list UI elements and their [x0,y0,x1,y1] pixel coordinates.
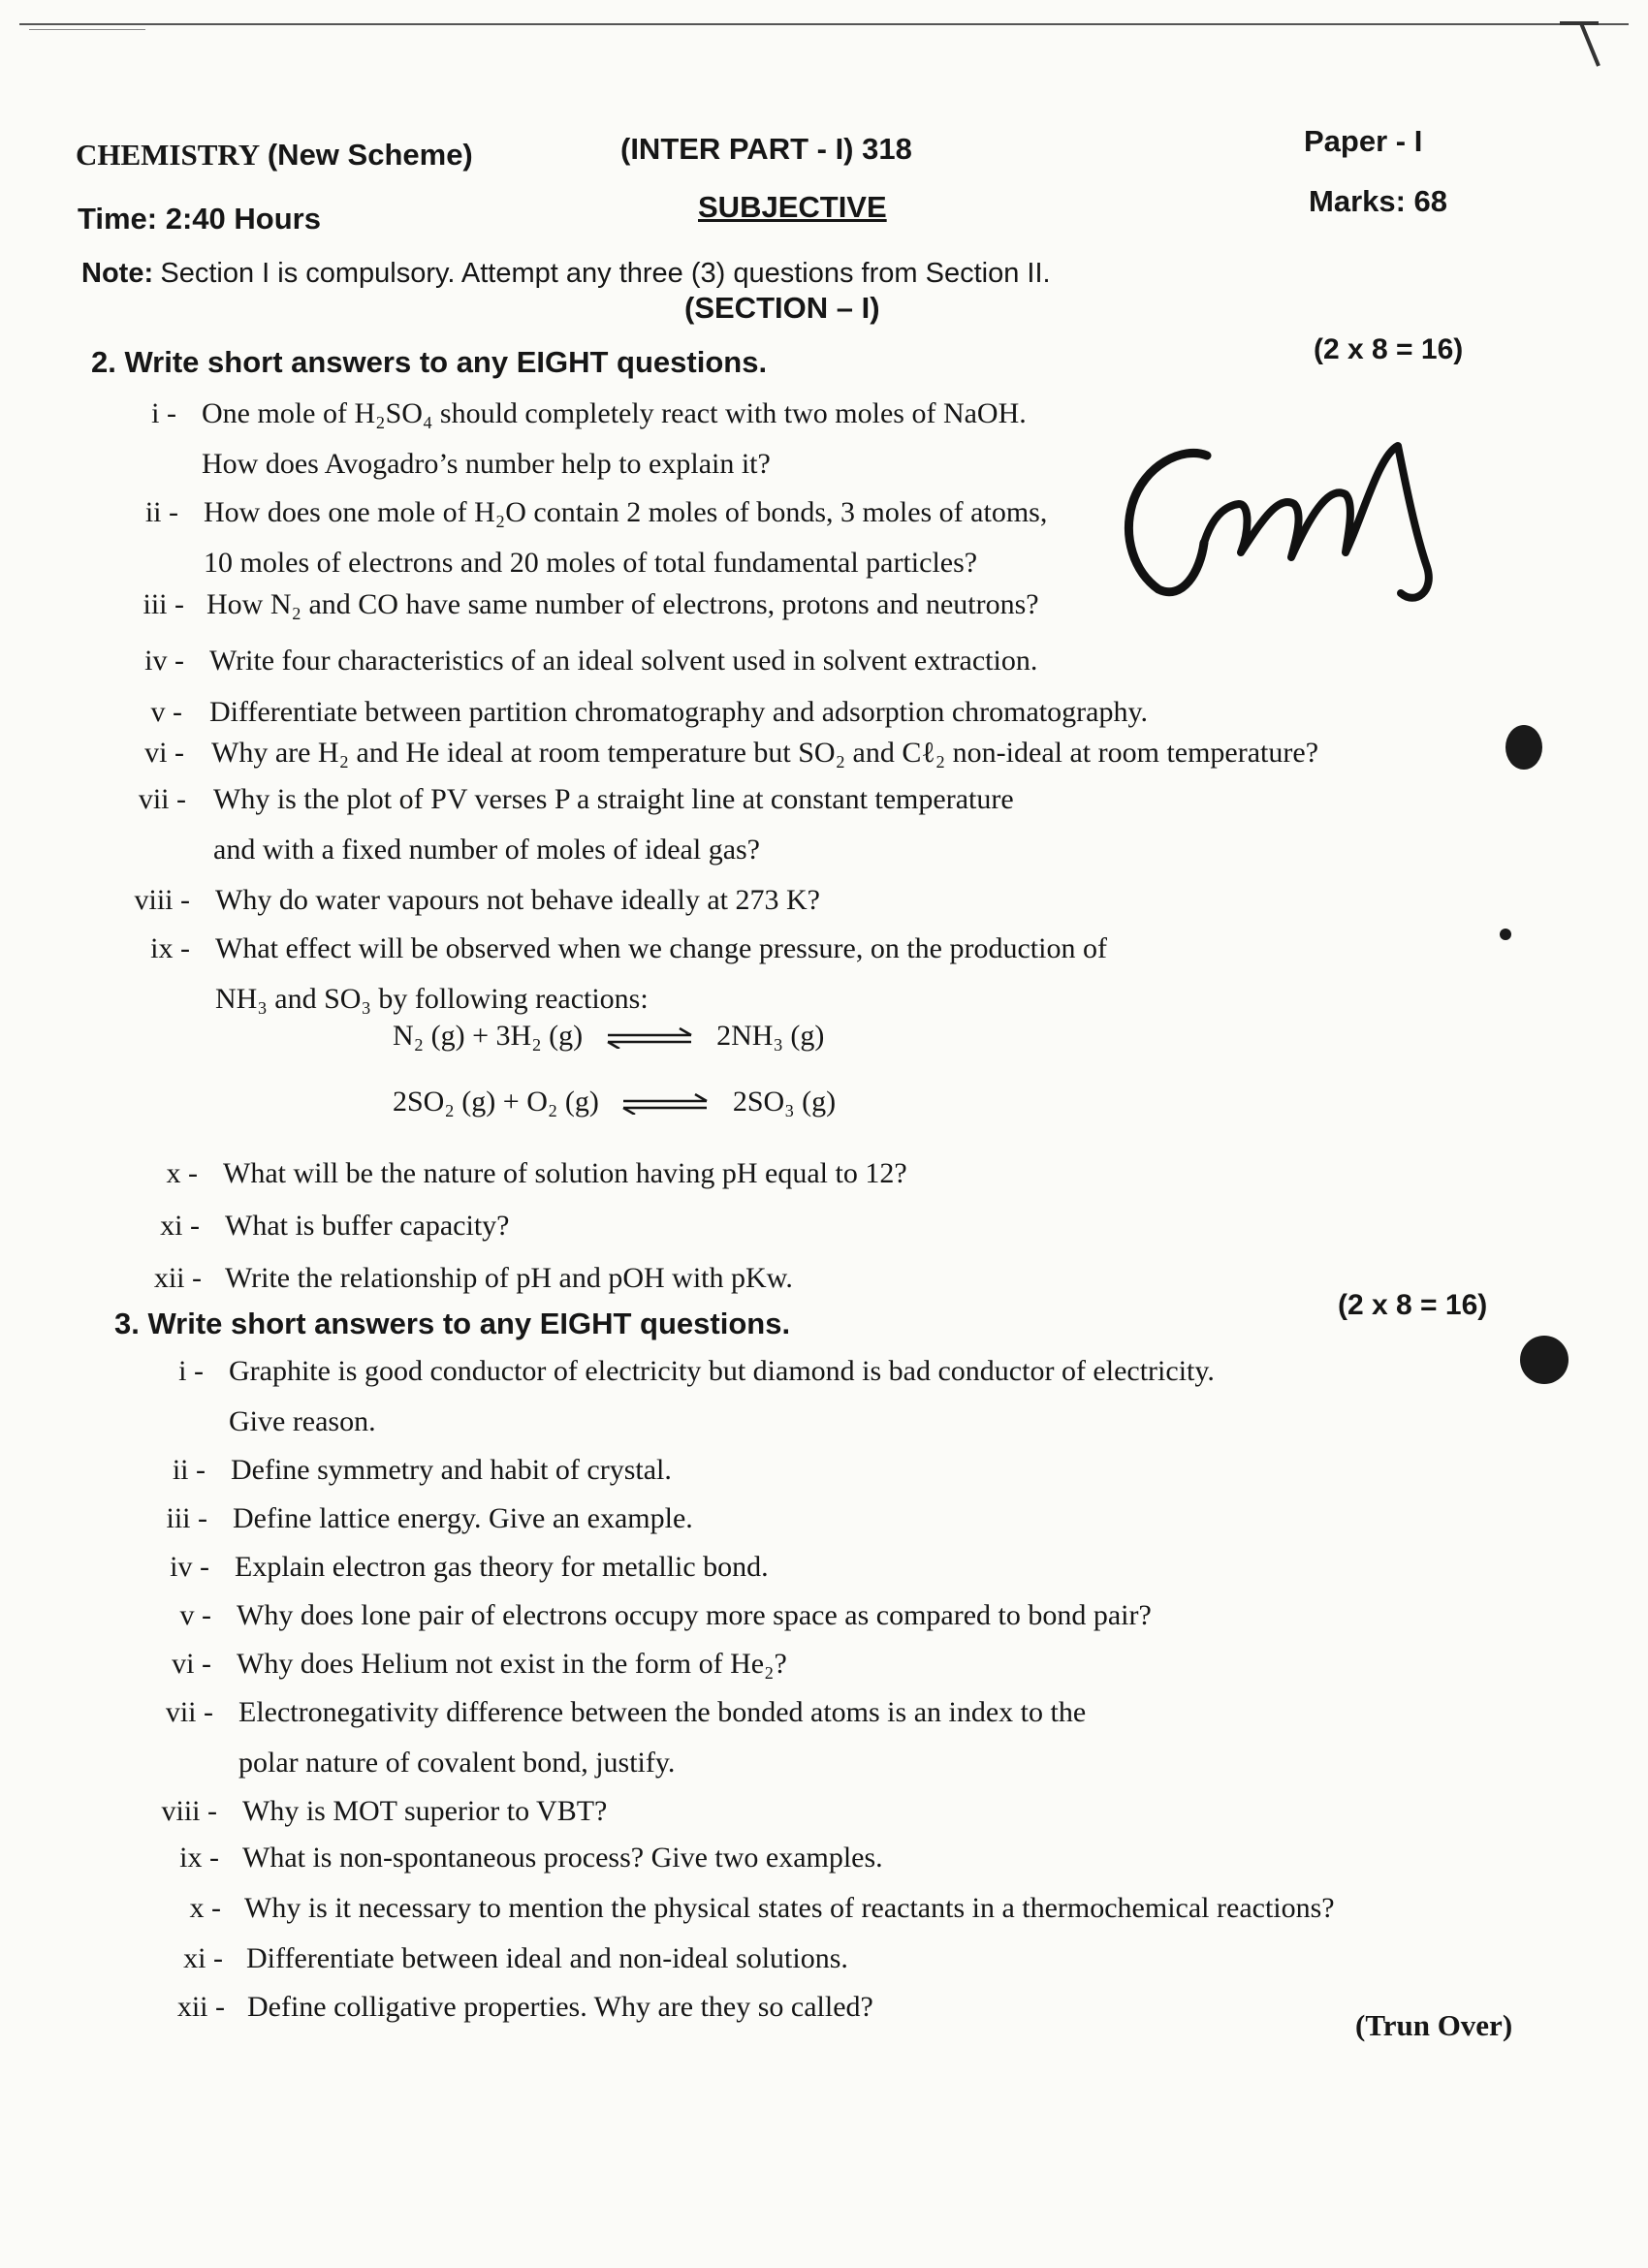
question-text: Graphite is good conductor of electricity but diamond is bad conductor of electricity. [229,1355,1215,1387]
marks-label: Marks: 68 [1309,184,1448,218]
question-text: Why do water vapours not behave ideally at 273 K? [215,884,820,916]
exam-part: (INTER PART - I) 318 [620,132,912,166]
question-text: Define symmetry and habit of crystal. [231,1454,672,1486]
question-text: How does one mole of H₂O contain 2 moles of bonds, 3 moles of atoms, [204,496,1048,528]
equation-1-reactants: N₂ (g) + 3H₂ (g) [393,1020,584,1052]
paper-type: SUBJECTIVE [698,190,887,224]
question-number: xii - [153,1262,202,1294]
question-text: NH₃ and SO₃ by following reactions: [215,983,649,1015]
question-text: What will be the nature of solution having pH equal to 12? [223,1157,907,1189]
scheme-label: (New Scheme) [267,138,473,172]
question-text: Give reason. [229,1405,376,1437]
question-number: iv - [144,645,184,677]
q2-marks: (2 x 8 = 16) [1314,333,1464,365]
question-text: Explain electron gas theory for metallic bond. [235,1551,769,1583]
equilibrium-arrow-icon [604,1027,696,1049]
question-text: What effect will be observed when we change pressure, on the production of [215,932,1107,964]
question-number: i - [178,1355,204,1387]
question-number: vi - [144,737,184,769]
question-text: and with a fixed number of moles of ideal gas? [213,834,760,866]
section-title: (SECTION – I) [684,291,880,325]
equilibrium-arrow-icon [619,1093,712,1115]
equation-2-products: 2SO₃ (g) [732,1086,837,1118]
question-number: i - [151,397,176,429]
subject-title [76,138,473,173]
question-text: 10 moles of electrons and 20 moles of total fundamental particles? [204,547,978,579]
ink-blot [1520,1336,1569,1384]
time-label: Time: 2:40 Hours [78,202,321,236]
question-text: One mole of H₂SO₄ should completely react with two moles of NaOH. [202,397,1027,429]
question-number: xi - [183,1942,223,1974]
question-number: vii - [165,1696,213,1728]
question-number: x - [166,1157,198,1189]
question-number: ix - [179,1842,219,1874]
question-number: viii - [134,884,190,916]
question-number: xii - [176,1991,225,2023]
question-text: polar nature of covalent bond, justify. [238,1747,676,1779]
q2-heading: 2. Write short answers to any EIGHT questions. [91,345,768,379]
question-text: Why does Helium not exist in the form of He₂? [237,1648,787,1680]
question-number: iii - [166,1502,207,1534]
paper-number: Paper - I [1304,124,1423,158]
top-border-mark [29,29,145,30]
question-text: What is non-spontaneous process? Give two examples. [242,1842,883,1874]
equation-1 [393,1020,824,1053]
question-text: Define lattice energy. Give an example. [233,1502,693,1534]
note-label: Note: [81,258,154,289]
equation-2 [393,1086,836,1118]
subject-name: CHEMISTRY [76,138,261,172]
question-number: ii - [144,496,178,528]
corner-mark-icon [1556,19,1602,73]
top-border-line [19,23,1629,25]
question-number: x - [189,1892,221,1924]
question-number: vi - [172,1648,211,1680]
question-text: Why are H₂ and He ideal at room temperature but SO₂ and Cℓ₂ non-ideal at room temperature? [211,737,1319,769]
question-text: How N₂ and CO have same number of electrons, protons and neutrons? [206,588,1039,620]
question-text: What is buffer capacity? [225,1210,510,1242]
question-number: iv - [170,1551,209,1583]
question-text: Differentiate between partition chromatography and adsorption chromatography. [209,696,1148,728]
signature-icon [1115,426,1464,620]
question-text: Write four characteristics of an ideal solvent used in solvent extraction. [209,645,1038,677]
equation-1-products: 2NH₃ (g) [716,1020,825,1052]
paper-label [1304,124,1422,159]
question-number: iii - [143,588,184,620]
question-text: Write the relationship of pH and pOH with pKw. [225,1262,793,1294]
question-number: ix - [150,932,190,964]
question-text: Define colligative properties. Why are they so called? [247,1991,873,2023]
question-number: ii - [172,1454,206,1486]
question-text: Why is MOT superior to VBT? [242,1795,608,1827]
question-number: viii - [161,1795,217,1827]
question-number: v - [179,1599,211,1631]
equation-2-reactants: 2SO₂ (g) + O₂ (g) [393,1086,599,1118]
question-text: Electronegativity difference between the bonded atoms is an index to the [238,1696,1087,1728]
note-text: Section I is compulsory. Attempt any three (3) questions from Section II. [160,258,1051,289]
question-text: Why does lone pair of electrons occupy more space as compared to bond pair? [237,1599,1152,1631]
ink-blot [1505,725,1542,770]
ink-spot [1500,929,1511,940]
q3-marks: (2 x 8 = 16) [1338,1289,1488,1321]
question-text: How does Avogadro’s number help to explain it? [202,448,771,480]
note-line [81,258,1051,290]
question-text: Differentiate between ideal and non-ideal solutions. [246,1942,848,1974]
question-number: xi - [160,1210,200,1242]
question-text: Why is the plot of PV verses P a straight line at constant temperature [213,783,1014,815]
question-number: vii - [138,783,186,815]
turn-over-note: (Trun Over) [1355,2008,1513,2042]
question-number: v - [150,696,182,728]
question-text: Why is it necessary to mention the physical states of reactants in a thermochemical reactions? [244,1892,1335,1924]
q3-heading: 3. Write short answers to any EIGHT questions. [114,1307,791,1340]
